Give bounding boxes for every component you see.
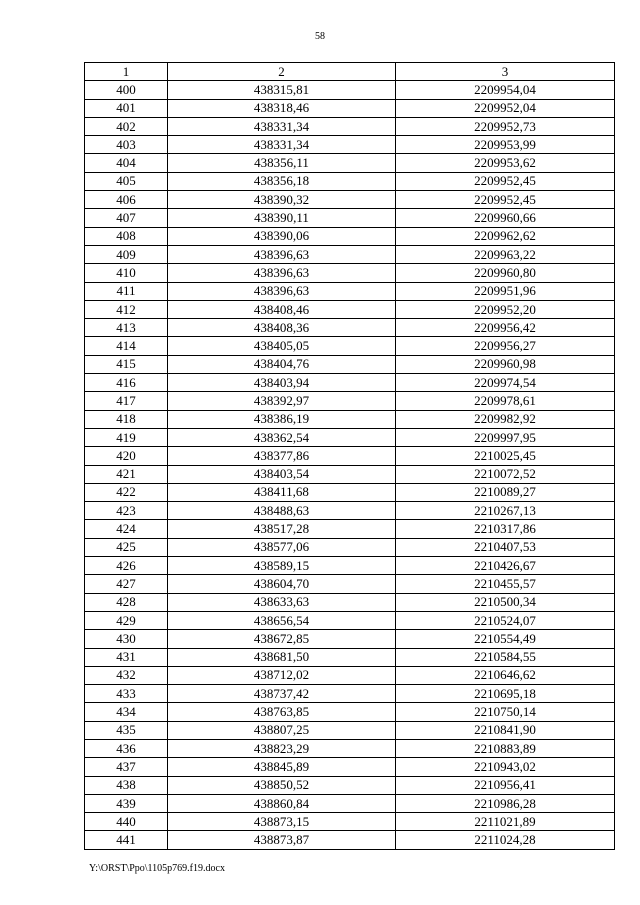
table-cell: 2209962,62 xyxy=(396,227,615,245)
table-cell: 438362,54 xyxy=(168,428,396,446)
table-cell: 438823,29 xyxy=(168,739,396,757)
table-cell: 438411,68 xyxy=(168,483,396,501)
table-cell: 412 xyxy=(85,300,168,318)
table-cell: 438408,46 xyxy=(168,300,396,318)
table-cell: 429 xyxy=(85,611,168,629)
table-cell: 424 xyxy=(85,520,168,538)
table-cell: 2210267,13 xyxy=(396,502,615,520)
table-cell: 2209960,80 xyxy=(396,264,615,282)
table-body xyxy=(85,81,615,849)
table-cell: 400 xyxy=(85,81,168,99)
table-cell: 2209982,92 xyxy=(396,410,615,428)
table-row xyxy=(85,575,615,593)
table-row xyxy=(85,666,615,684)
table-cell: 2210407,53 xyxy=(396,538,615,556)
table-row xyxy=(85,739,615,757)
table-cell: 438737,42 xyxy=(168,685,396,703)
table-row xyxy=(85,648,615,666)
table-cell: 438404,76 xyxy=(168,355,396,373)
table-cell: 438331,34 xyxy=(168,136,396,154)
table-cell: 438633,63 xyxy=(168,593,396,611)
table-row xyxy=(85,300,615,318)
footer-file-path: Y:\ORST\Ppo\1105p769.f19.docx xyxy=(89,863,225,874)
table-cell: 431 xyxy=(85,648,168,666)
table-cell: 2209963,22 xyxy=(396,245,615,263)
table-row xyxy=(85,465,615,483)
table-row xyxy=(85,630,615,648)
table-cell: 438331,34 xyxy=(168,117,396,135)
table-row xyxy=(85,227,615,245)
table-cell: 417 xyxy=(85,392,168,410)
table-row xyxy=(85,593,615,611)
table-row xyxy=(85,611,615,629)
table-row xyxy=(85,172,615,190)
table-cell: 421 xyxy=(85,465,168,483)
table-cell: 2210956,41 xyxy=(396,776,615,794)
table-cell: 404 xyxy=(85,154,168,172)
table-cell: 438488,63 xyxy=(168,502,396,520)
table-cell: 2209952,73 xyxy=(396,117,615,135)
table-cell: 409 xyxy=(85,245,168,263)
table-cell: 432 xyxy=(85,666,168,684)
table-row xyxy=(85,685,615,703)
table-cell: 411 xyxy=(85,282,168,300)
column-header: 3 xyxy=(396,63,615,81)
table-cell: 438403,54 xyxy=(168,465,396,483)
table-cell: 2211024,28 xyxy=(396,831,615,849)
table-row xyxy=(85,191,615,209)
table-cell: 405 xyxy=(85,172,168,190)
table-cell: 438403,94 xyxy=(168,374,396,392)
table-cell: 2210554,49 xyxy=(396,630,615,648)
table-cell: 433 xyxy=(85,685,168,703)
table-cell: 434 xyxy=(85,703,168,721)
table-row xyxy=(85,557,615,575)
table-row xyxy=(85,81,615,99)
table-cell: 441 xyxy=(85,831,168,849)
table-row xyxy=(85,520,615,538)
table-cell: 406 xyxy=(85,191,168,209)
table-cell: 401 xyxy=(85,99,168,117)
table-row xyxy=(85,703,615,721)
table-row xyxy=(85,99,615,117)
table-cell: 438390,32 xyxy=(168,191,396,209)
table-cell: 2210986,28 xyxy=(396,794,615,812)
table-cell: 438377,86 xyxy=(168,447,396,465)
table-cell: 2209952,45 xyxy=(396,172,615,190)
table-cell: 2210089,27 xyxy=(396,483,615,501)
table-cell: 438408,36 xyxy=(168,319,396,337)
table-cell: 414 xyxy=(85,337,168,355)
table-cell: 415 xyxy=(85,355,168,373)
table-cell: 438392,97 xyxy=(168,392,396,410)
table-cell: 427 xyxy=(85,575,168,593)
table-cell: 2210317,86 xyxy=(396,520,615,538)
table-cell: 2210426,67 xyxy=(396,557,615,575)
table-cell: 419 xyxy=(85,428,168,446)
table-cell: 438318,46 xyxy=(168,99,396,117)
table-cell: 2209960,66 xyxy=(396,209,615,227)
table-cell: 2209951,96 xyxy=(396,282,615,300)
table-cell: 2210455,57 xyxy=(396,575,615,593)
table-row xyxy=(85,721,615,739)
table-cell: 438356,18 xyxy=(168,172,396,190)
table-cell: 402 xyxy=(85,117,168,135)
table-cell: 439 xyxy=(85,794,168,812)
table-cell: 418 xyxy=(85,410,168,428)
table-cell: 438577,06 xyxy=(168,538,396,556)
table-cell: 408 xyxy=(85,227,168,245)
table-cell: 438396,63 xyxy=(168,282,396,300)
table-cell: 403 xyxy=(85,136,168,154)
table-row xyxy=(85,776,615,794)
table-cell: 438396,63 xyxy=(168,264,396,282)
table-cell: 428 xyxy=(85,593,168,611)
page-number: 58 xyxy=(315,31,325,42)
table-row xyxy=(85,831,615,849)
table-cell: 410 xyxy=(85,264,168,282)
table-cell: 413 xyxy=(85,319,168,337)
table-row xyxy=(85,392,615,410)
table-cell: 438712,02 xyxy=(168,666,396,684)
table-cell: 426 xyxy=(85,557,168,575)
table-cell: 2210524,07 xyxy=(396,611,615,629)
table-cell: 2209953,62 xyxy=(396,154,615,172)
table-cell: 438873,15 xyxy=(168,813,396,831)
table-row xyxy=(85,264,615,282)
table-row xyxy=(85,410,615,428)
table-cell: 2209978,61 xyxy=(396,392,615,410)
table-cell: 438 xyxy=(85,776,168,794)
table-row xyxy=(85,428,615,446)
table-cell: 438405,05 xyxy=(168,337,396,355)
table-row xyxy=(85,483,615,501)
table-row xyxy=(85,117,615,135)
table-cell: 437 xyxy=(85,758,168,776)
table-cell: 2210750,14 xyxy=(396,703,615,721)
table-cell: 2209960,98 xyxy=(396,355,615,373)
table-cell: 436 xyxy=(85,739,168,757)
table-row xyxy=(85,209,615,227)
table-cell: 438604,70 xyxy=(168,575,396,593)
table-cell: 2209956,42 xyxy=(396,319,615,337)
table-cell: 438807,25 xyxy=(168,721,396,739)
table-cell: 2210841,90 xyxy=(396,721,615,739)
table-row xyxy=(85,794,615,812)
table-cell: 438763,85 xyxy=(168,703,396,721)
table-header-row xyxy=(85,63,615,81)
table-cell: 438656,54 xyxy=(168,611,396,629)
table-cell: 407 xyxy=(85,209,168,227)
table-cell: 438850,52 xyxy=(168,776,396,794)
table-cell: 438845,89 xyxy=(168,758,396,776)
column-header: 2 xyxy=(168,63,396,81)
table-cell: 2209997,95 xyxy=(396,428,615,446)
column-header: 1 xyxy=(85,63,168,81)
table-row xyxy=(85,374,615,392)
table-row xyxy=(85,319,615,337)
table-cell: 438390,11 xyxy=(168,209,396,227)
table-cell: 438681,50 xyxy=(168,648,396,666)
table-cell: 2210500,34 xyxy=(396,593,615,611)
table-cell: 2210025,45 xyxy=(396,447,615,465)
table-cell: 416 xyxy=(85,374,168,392)
table-cell: 2209952,45 xyxy=(396,191,615,209)
table-cell: 420 xyxy=(85,447,168,465)
table-row xyxy=(85,282,615,300)
table-cell: 438517,28 xyxy=(168,520,396,538)
table-cell: 435 xyxy=(85,721,168,739)
table-cell: 2209952,20 xyxy=(396,300,615,318)
table-cell: 2209974,54 xyxy=(396,374,615,392)
table-cell: 438396,63 xyxy=(168,245,396,263)
table-row xyxy=(85,245,615,263)
table-row xyxy=(85,502,615,520)
table-cell: 2211021,89 xyxy=(396,813,615,831)
table-cell: 2209956,27 xyxy=(396,337,615,355)
table-row xyxy=(85,337,615,355)
table-cell: 430 xyxy=(85,630,168,648)
table-cell: 2209953,99 xyxy=(396,136,615,154)
table-cell: 440 xyxy=(85,813,168,831)
table-cell: 2210584,55 xyxy=(396,648,615,666)
table-cell: 2210695,18 xyxy=(396,685,615,703)
table-cell: 438386,19 xyxy=(168,410,396,428)
table-cell: 438860,84 xyxy=(168,794,396,812)
table-cell: 2210943,02 xyxy=(396,758,615,776)
table-row xyxy=(85,813,615,831)
table-cell: 438672,85 xyxy=(168,630,396,648)
table-cell: 2210072,52 xyxy=(396,465,615,483)
table-cell: 422 xyxy=(85,483,168,501)
coordinates-table xyxy=(84,62,615,850)
table-cell: 438873,87 xyxy=(168,831,396,849)
table-cell: 423 xyxy=(85,502,168,520)
table-cell: 425 xyxy=(85,538,168,556)
table-cell: 2210883,89 xyxy=(396,739,615,757)
table-row xyxy=(85,538,615,556)
table-cell: 2209954,04 xyxy=(396,81,615,99)
table-cell: 438390,06 xyxy=(168,227,396,245)
table-cell: 2210646,62 xyxy=(396,666,615,684)
table-row xyxy=(85,136,615,154)
table-row xyxy=(85,154,615,172)
table-row xyxy=(85,447,615,465)
table-row xyxy=(85,355,615,373)
table-cell: 438315,81 xyxy=(168,81,396,99)
table-cell: 438589,15 xyxy=(168,557,396,575)
table-cell: 2209952,04 xyxy=(396,99,615,117)
table-row xyxy=(85,758,615,776)
table-cell: 438356,11 xyxy=(168,154,396,172)
